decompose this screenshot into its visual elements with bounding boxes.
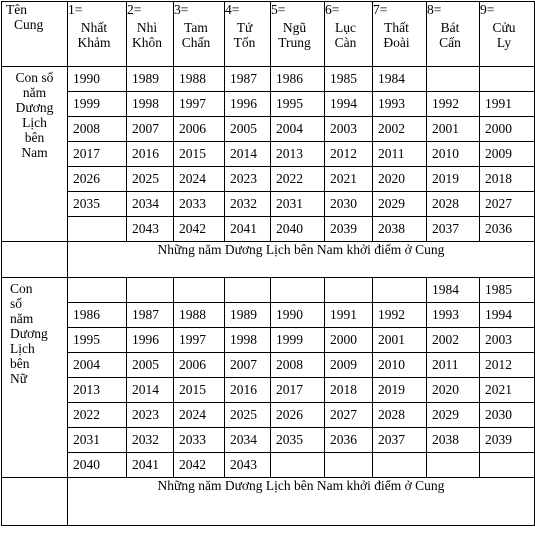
year-cell: 2012	[480, 353, 535, 378]
header-cung-name: Thất	[384, 20, 409, 35]
year-cell: 1985	[480, 278, 535, 303]
year-cell: 1995	[68, 328, 127, 353]
year-cell: 2025	[127, 167, 174, 192]
header-cung-name: Khôn	[132, 35, 162, 50]
year-cell: 2008	[271, 353, 325, 378]
year-cell: 2035	[271, 428, 325, 453]
note-blank-cell	[2, 242, 68, 278]
year-cell: 2031	[68, 428, 127, 453]
year-cell: 2038	[427, 428, 480, 453]
header-cung-number: 8=	[427, 2, 442, 17]
header-cung-number: 1=	[68, 2, 83, 17]
year-cell: 1996	[127, 328, 174, 353]
year-cell: 2003	[480, 328, 535, 353]
table-row	[2, 167, 535, 192]
year-cell	[480, 453, 535, 478]
year-cell: 2033	[174, 428, 225, 453]
year-cell: 1987	[225, 67, 271, 92]
year-cell: 2010	[427, 142, 480, 167]
table-row	[2, 403, 535, 428]
side-label-line: bên	[10, 356, 30, 371]
side-label-line: năm	[22, 85, 47, 100]
year-cell: 2032	[225, 192, 271, 217]
year-cell: 1986	[271, 67, 325, 92]
year-cell: 2011	[373, 142, 427, 167]
year-cell: 1997	[174, 92, 225, 117]
year-cell: 2001	[427, 117, 480, 142]
header-cung-number: 9=	[480, 2, 495, 17]
year-cell: 2019	[427, 167, 480, 192]
year-cell: 2027	[325, 403, 373, 428]
header-cung-name: Bát	[440, 20, 460, 35]
year-cell: 2014	[225, 142, 271, 167]
year-cell: 2037	[373, 428, 427, 453]
header-cung-name: Nhất	[80, 20, 108, 35]
year-cell: 2005	[127, 353, 174, 378]
year-cell	[427, 453, 480, 478]
table-row	[2, 117, 535, 142]
table-row	[2, 67, 535, 92]
year-cell: 2041	[225, 217, 271, 242]
header-cung-name: Đoài	[383, 35, 410, 50]
header-cung-1	[68, 2, 127, 67]
year-cell: 1994	[325, 92, 373, 117]
header-cung-name: Ly	[496, 35, 512, 50]
table-row	[2, 217, 535, 242]
header-cung-label: Cung	[14, 17, 44, 32]
note-blank-cell	[2, 478, 68, 526]
year-cell	[68, 278, 127, 303]
year-cell: 2031	[271, 192, 325, 217]
year-cell: 2033	[174, 192, 225, 217]
header-cung-number: 7=	[373, 2, 388, 17]
year-cell: 2024	[174, 403, 225, 428]
year-cell: 1989	[127, 67, 174, 92]
nu-side-label	[2, 278, 68, 478]
year-cell: 2004	[271, 117, 325, 142]
year-cell	[174, 278, 225, 303]
year-cell: 2025	[225, 403, 271, 428]
year-cell: 2020	[427, 378, 480, 403]
header-cung-name: Tốn	[233, 35, 256, 50]
table-row	[2, 428, 535, 453]
side-label-line: Nam	[21, 145, 48, 160]
year-cell: 1991	[325, 303, 373, 328]
table-row	[2, 142, 535, 167]
year-cell: 1997	[174, 328, 225, 353]
header-cung-name: Cửu	[492, 20, 516, 35]
table-row	[2, 378, 535, 403]
side-label-line: Dương	[15, 100, 54, 115]
side-label-line: Con số	[15, 70, 54, 85]
year-cell: 2030	[480, 403, 535, 428]
year-cell: 2029	[427, 403, 480, 428]
year-cell: 2017	[271, 378, 325, 403]
year-cell: 2028	[373, 403, 427, 428]
year-cell: 2001	[373, 328, 427, 353]
year-cell: 1987	[127, 303, 174, 328]
year-cell: 2022	[271, 167, 325, 192]
year-cell: 1994	[480, 303, 535, 328]
year-cell: 2002	[373, 117, 427, 142]
year-cell	[427, 67, 480, 92]
header-cung-name: Ngũ	[282, 20, 307, 35]
header-cung-number: 4=	[225, 2, 240, 17]
year-cell: 2018	[325, 378, 373, 403]
year-cell: 2039	[325, 217, 373, 242]
year-cell: 1990	[271, 303, 325, 328]
year-cell: 2043	[225, 453, 271, 478]
year-cell: 2015	[174, 378, 225, 403]
header-cung-name: Lục	[335, 20, 356, 35]
header-cung-name: Tứ	[236, 20, 253, 35]
year-cell: 2013	[68, 378, 127, 403]
side-label-line: bên	[24, 130, 45, 145]
year-cell: 2021	[325, 167, 373, 192]
year-cell: 2040	[271, 217, 325, 242]
header-cung-9	[480, 2, 535, 67]
year-cell	[325, 453, 373, 478]
year-cell: 2022	[68, 403, 127, 428]
year-cell: 2034	[225, 428, 271, 453]
year-cell: 1989	[225, 303, 271, 328]
year-cell: 2014	[127, 378, 174, 403]
header-cung-2	[127, 2, 174, 67]
header-cung-name: Chấn	[181, 35, 211, 50]
year-cell: 1988	[174, 303, 225, 328]
year-cell: 2005	[225, 117, 271, 142]
table-row	[2, 303, 535, 328]
year-cell: 2026	[271, 403, 325, 428]
header-cung-7	[373, 2, 427, 67]
year-cell: 2042	[174, 453, 225, 478]
year-cell: 2027	[480, 192, 535, 217]
side-label-line: Nữ	[10, 371, 28, 386]
year-cell: 2011	[427, 353, 480, 378]
table-row	[2, 192, 535, 217]
side-label-line: Con	[10, 281, 33, 296]
year-cell: 2017	[68, 142, 127, 167]
year-cell: 2016	[127, 142, 174, 167]
year-cell: 2028	[427, 192, 480, 217]
year-cell: 1992	[427, 92, 480, 117]
year-cell: 1996	[225, 92, 271, 117]
year-cell: 1999	[271, 328, 325, 353]
header-cung-name: Nhì	[136, 20, 158, 35]
nu-note: Những năm Dương Lịch bên Nam khởi điểm ở Cung	[68, 478, 535, 526]
year-cell: 1988	[174, 67, 225, 92]
year-cell: 1991	[480, 92, 535, 117]
year-cell: 2037	[427, 217, 480, 242]
year-cell: 2041	[127, 453, 174, 478]
header-cung-3	[174, 2, 225, 67]
year-cell: 2008	[68, 117, 127, 142]
year-cell: 2007	[225, 353, 271, 378]
side-label-line: Lịch	[22, 115, 47, 130]
header-cung-6	[325, 2, 373, 67]
side-label-line: năm	[10, 311, 34, 326]
year-cell: 2023	[127, 403, 174, 428]
year-cell	[225, 278, 271, 303]
header-ten-cung	[2, 2, 68, 67]
header-cung-name: Càn	[334, 35, 357, 50]
side-label-line: số	[10, 296, 23, 311]
table-row	[2, 453, 535, 478]
header-cung-number: 5=	[271, 2, 286, 17]
nam-side-label	[2, 67, 68, 242]
year-cell: 2036	[325, 428, 373, 453]
year-cell: 1992	[373, 303, 427, 328]
year-cell: 2013	[271, 142, 325, 167]
year-cell: 2026	[68, 167, 127, 192]
year-cell: 2021	[480, 378, 535, 403]
year-cell: 2012	[325, 142, 373, 167]
year-cell: 1995	[271, 92, 325, 117]
year-cell	[127, 278, 174, 303]
nam-note-row	[2, 242, 535, 278]
nam-note: Những năm Dương Lịch bên Nam khởi điểm ở Cung	[68, 242, 535, 278]
header-cung-number: 2=	[127, 2, 142, 17]
year-cell: 2040	[68, 453, 127, 478]
year-cell: 1998	[127, 92, 174, 117]
header-cung-name: Khảm	[77, 35, 111, 50]
year-cell: 1984	[427, 278, 480, 303]
header-cung-4	[225, 2, 271, 67]
side-label-line: Lịch	[10, 341, 35, 356]
table-row	[2, 328, 535, 353]
year-cell	[373, 453, 427, 478]
year-cell: 2006	[174, 353, 225, 378]
table-row	[2, 92, 535, 117]
year-cell: 1993	[427, 303, 480, 328]
year-cell: 2002	[427, 328, 480, 353]
header-cung-name: Cấn	[439, 35, 461, 50]
year-cell: 2016	[225, 378, 271, 403]
year-cell: 2020	[373, 167, 427, 192]
year-cell: 2024	[174, 167, 225, 192]
year-cell: 2000	[325, 328, 373, 353]
year-cell: 2023	[225, 167, 271, 192]
year-cell: 1993	[373, 92, 427, 117]
year-cell	[68, 217, 127, 242]
year-cell: 2032	[127, 428, 174, 453]
year-cell: 2035	[68, 192, 127, 217]
year-cell	[325, 278, 373, 303]
year-cell: 2009	[480, 142, 535, 167]
header-cung-number: 6=	[325, 2, 340, 17]
nu-note-row	[2, 478, 535, 526]
year-cell: 1999	[68, 92, 127, 117]
year-cell: 2000	[480, 117, 535, 142]
year-cell	[271, 453, 325, 478]
year-cell	[480, 67, 535, 92]
header-cung-5	[271, 2, 325, 67]
cung-table	[1, 1, 535, 526]
year-cell: 2039	[480, 428, 535, 453]
year-cell	[271, 278, 325, 303]
year-cell: 2006	[174, 117, 225, 142]
year-cell	[373, 278, 427, 303]
year-cell: 2038	[373, 217, 427, 242]
year-cell: 2015	[174, 142, 225, 167]
year-cell: 1986	[68, 303, 127, 328]
year-cell: 1984	[373, 67, 427, 92]
year-cell: 1990	[68, 67, 127, 92]
year-cell: 2018	[480, 167, 535, 192]
year-cell: 2007	[127, 117, 174, 142]
header-ten-label: Tên	[6, 2, 27, 17]
year-cell: 2010	[373, 353, 427, 378]
table-row	[2, 278, 535, 303]
year-cell: 2004	[68, 353, 127, 378]
header-row	[2, 2, 535, 67]
year-cell: 2003	[325, 117, 373, 142]
year-cell: 1998	[225, 328, 271, 353]
header-cung-number: 3=	[174, 2, 189, 17]
year-cell: 2043	[127, 217, 174, 242]
side-label-line: Dương	[10, 326, 48, 341]
year-cell: 2029	[373, 192, 427, 217]
year-cell: 2034	[127, 192, 174, 217]
year-cell: 2030	[325, 192, 373, 217]
year-cell: 2042	[174, 217, 225, 242]
header-cung-name: Trung	[278, 35, 311, 50]
year-cell: 1985	[325, 67, 373, 92]
year-cell: 2036	[480, 217, 535, 242]
year-cell: 2019	[373, 378, 427, 403]
year-cell: 2009	[325, 353, 373, 378]
header-cung-8	[427, 2, 480, 67]
header-cung-name: Tam	[184, 20, 208, 35]
table-row	[2, 353, 535, 378]
